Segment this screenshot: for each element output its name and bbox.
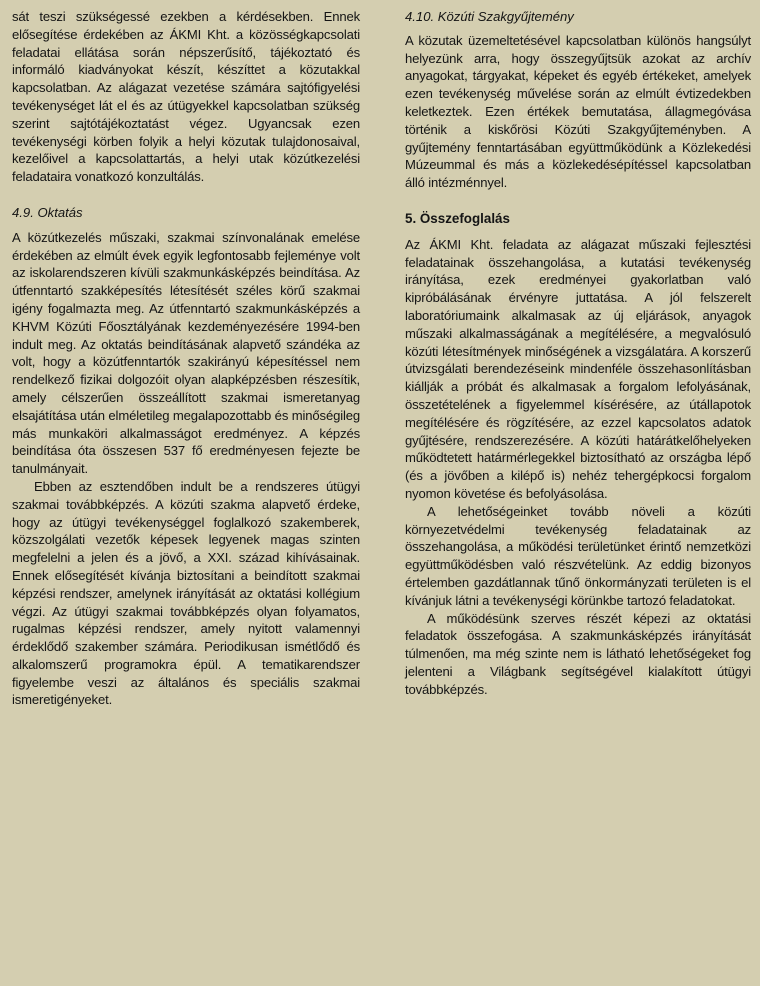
left-column [12, 8, 360, 709]
section-heading-osszefoglalas: 5. Összefoglalás [405, 210, 510, 226]
szakgyujtemeny-paragraph: A közutak üzemeltetésével kapcsolatban különös hangsúlyt helyezünk arra, hogy összegyűjtsük azokat az archív anyagokat, tárgyakat, képeket és egyéb értékeket, amelyek ezen tevékenység művelése során az elmúlt évtizedekben keletkeztek. Ezen értékek bemutatása, állagmegóvása történik a kiskőrösi Közúti Szakgyűjteményben. A gyűjtemény fenntartásában együttműködünk a Közlekedési Múzeummal és más a közlekedésépítéssel kapcsolatban álló intézménnyel. [405, 32, 751, 191]
osszefoglalas-paragraph-3: A működésünk szerves részét képezi az oktatási feladatok összefogása. A szakmunkásképzés irányítását túlmenően, ma még szinte nem is látható lehetőségeket fog jelenteni a Világbank segítségével kialakított útügyi továbbképzés. [405, 610, 751, 697]
osszefoglalas-paragraph-1: Az ÁKMI Kht. feladata az alágazat műszaki fejlesztési feladatainak összehangolása, a kutatási tevékenység irányítása, ezek eredményei gyakorlatban való kipróbálásának érvényre juttatása. A jól felszerelt laboratóriumaink alkalmasak az új eljárások, anyagok műszaki alkalmasságának a megítélésére, a megvalósuló közúti létesítmények minőségének a vizsgálatára. A korszerű útvizsgálati berendezéseink mindenféle összehasonlításban kiállják a próbát és alkalmasak a forgalom lefolyásának, összetételének a figyelemmel kísérésére, az útállapotok megítélésére és rögzítésére, az ezzel kapcsolatos adatok gyűjtésére, rendszerezésére. A közúti határátkelőhelyeken működtetett határmérlegekkel biztosítható az országba lépő (és a jövőben a kilépő is) nehéz tehergépkocsi forgalom nyomon követése és befolyásolása. [405, 236, 751, 501]
oktatas-paragraph-1: A közútkezelés műszaki, szakmai színvonalának emelése érdekében az elmúlt évek egyik legfontosabb fejleménye volt az iskolarendszeren kívüli szakmunkásképzés beindítása. Az útfenntartó szakképesítés létesítését széles körű szakmai igény fogalmazta meg. Az útfenntartó szakmunkásképzés a KHVM Közúti Főosztályának kezdeményezésére 1994-ben indult meg. Az oktatás beindításának alapvető szándéka az volt, hogy a közútfenntartók szakirányú képesítéssel nem rendelkező fizikai dolgozóit olyan alapképzésben részesítik, amely célszerűen összeállított szakmai ismeretanyag elsajátítása után elméletileg megalapozottabb és minőségileg más munkaköri alkalmasságot eredményez. A képzés beindítása óta összesen 537 fő eredményesen fejezte be tanulmányait. [12, 229, 360, 477]
section-heading-szakgyujtemeny: 4.10. Közúti Szakgyűjtemény [405, 9, 574, 24]
right-column [405, 8, 751, 698]
osszefoglalas-paragraph-2: A lehetőségeinket tovább növeli a közúti környezetvédelmi tevékenység feladatainak az összehangolása, a működési területünket érintő nemzetközi együttműködésben való részvételünk. Az eddig bizonyos értelemben gazdátlannak tűnő önkormányzati területen is el kívánjuk látni a tevékenységi körünkbe tartozó feladatokat. [405, 503, 751, 608]
oktatas-paragraph-2: Ebben az esztendőben indult be a rendszeres útügyi szakmai továbbképzés. A közúti szakma alapvető érdeke, hogy az útügyi tevékenységgel foglalkozó szakemberek, közszolgálati vezetők képesek legyenek magas szinten megfelelni a jelen és a jövő, a XXI. század kihívásainak. Ennek elősegítését kívánja biztosítani a beindított szakmai képzési rendszer, amelynek irányítását az oktatási kollégium végzi. Az útügyi szakmai továbbképzés olyan folyamatos, rugalmas képzési rendszer, amely nyitott valamennyi érdeklődő szakember számára. Periodikusan ismétlődő és alkalomszerű programokra épül. A tematikarendszer figyelembe veszi az általános és speciális szakmai ismeretigényeket. [12, 478, 360, 708]
section-heading-oktatas: 4.9. Oktatás [12, 204, 83, 220]
intro-paragraph: sát teszi szükségessé ezekben a kérdésekben. Ennek elősegítése érdekében az ÁKMI Kht. a közösségkapcsolati feladatai ellátása során népszerűsítő, tájékoztató és informáló kiadványokat készít, készíttet a közutakkal kapcsolatban. Az alágazat vezetése számára sajtófigyelési tevékenységet lát el és az útügyekkel kapcsolatban szükség szerint sajtótájékoztatást végez. Ugyancsak ezen tevékenységi körben folyik a helyi közutak tulajdonosaival, kezelőivel a kapcsolattartás, a helyi utak közútkezelési feladataira vonatkozó konzultálás. [12, 9, 360, 185]
